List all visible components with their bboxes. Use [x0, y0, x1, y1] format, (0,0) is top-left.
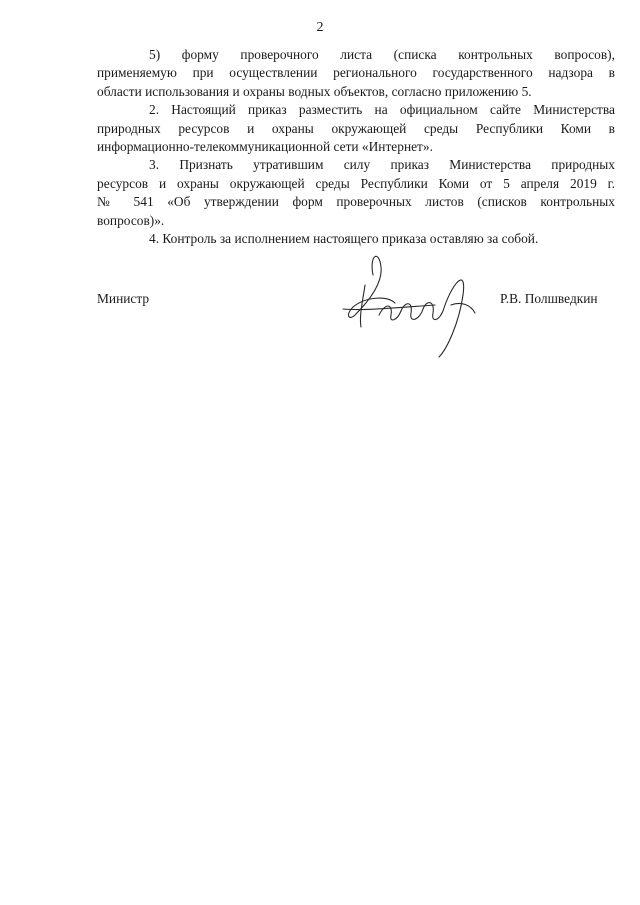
paragraph-3	[97, 156, 615, 230]
signatory-role: Министр	[97, 291, 150, 306]
page-number: 2	[316, 20, 324, 35]
text-line: информационно-телекоммуникационной сети «Интернет».	[97, 139, 433, 155]
text-line: 3. Признать утратившим силу приказ Министерства природных	[149, 157, 615, 173]
paragraph-item-5	[97, 46, 615, 101]
paragraph-2	[97, 101, 615, 156]
text-line: применяемую при осуществлении регионального государственного надзора в	[97, 65, 615, 81]
text-line: природных ресурсов и охраны окружающей среды Республики Коми в	[97, 120, 615, 136]
document-body	[97, 46, 615, 248]
text-line: 5) форму проверочного листа (списка контрольных вопросов),	[149, 47, 615, 62]
signatory-name: Р.В. Полшведкин	[500, 291, 598, 306]
text-line: области использования и охраны водных объектов, согласно приложению 5.	[97, 83, 532, 99]
text-line: ресурсов и охраны окружающей среды Республики Коми от 5 апреля 2019 г.	[97, 175, 615, 191]
text-line: 2. Настоящий приказ разместить на официальном сайте Министерства	[149, 102, 615, 118]
text-line: № 541 «Об утверждении форм проверочных листов (списков контрольных	[97, 194, 615, 210]
text-line: вопросов)».	[97, 212, 165, 228]
handwritten-signature	[335, 245, 495, 365]
text-line: 4. Контроль за исполнением настоящего приказа оставляю за собой.	[149, 231, 539, 247]
